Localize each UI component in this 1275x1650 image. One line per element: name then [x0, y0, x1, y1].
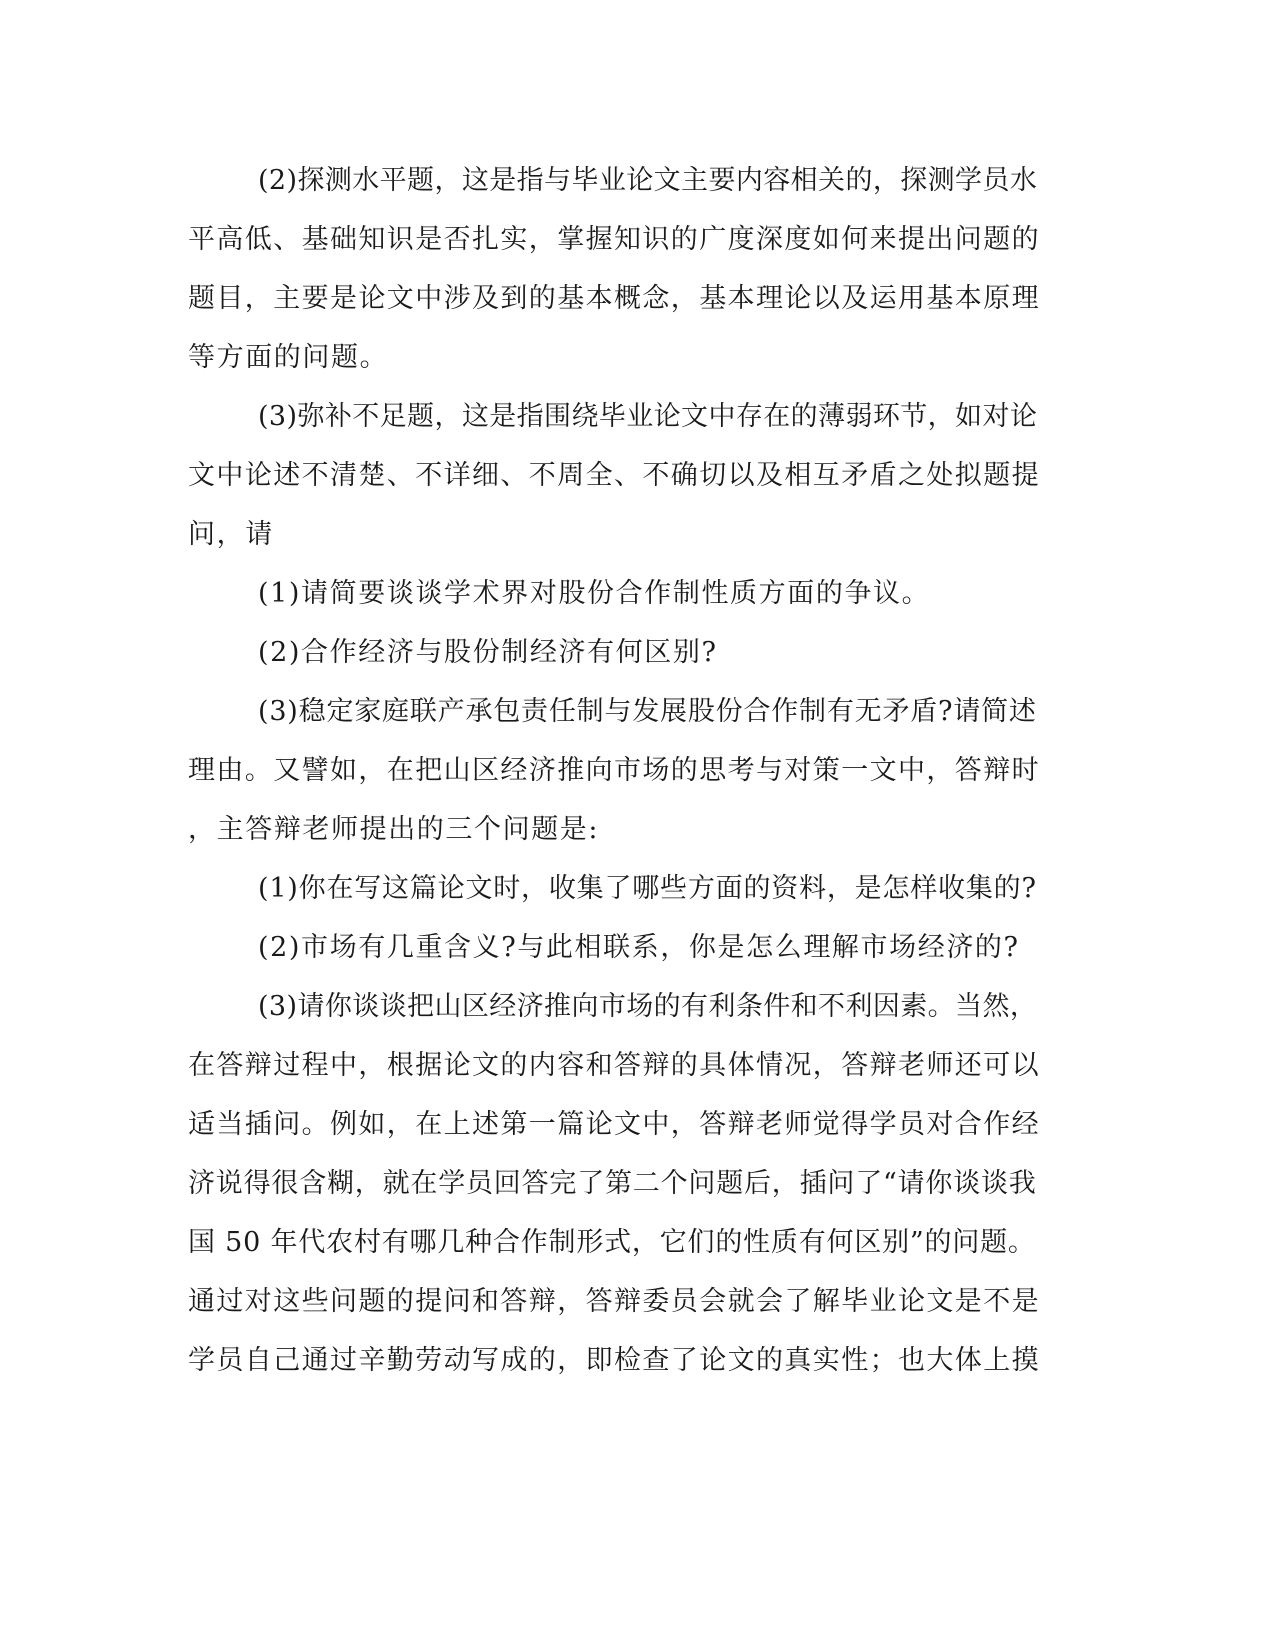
text-line-16: 在答辩过程中，根据论文的内容和答辩的具体情况，答辩老师还可以	[188, 1050, 1040, 1081]
text-line-4: 等方面的问题。	[188, 342, 389, 373]
text-line-9: (2)合作经济与股份制经济有何区别?	[258, 637, 718, 668]
text-line-10: (3)稳定家庭联产承包责任制与发展股份合作制有无矛盾?请简述	[258, 696, 1037, 727]
text-line-8: (1)请简要谈谈学术界对股份合作制性质方面的争议。	[258, 578, 931, 609]
text-line-15: (3)请你谈谈把山区经济推向市场的有利条件和不利因素。当然，	[258, 991, 1038, 1022]
text-line-19: 国 50 年代农村有哪几种合作制形式，它们的性质有何区别”的问题。	[188, 1227, 1036, 1258]
text-line-14: (2)市场有几重含义?与此相联系，你是怎么理解市场经济的?	[258, 932, 1020, 963]
text-line-1: (2)探测水平题，这是指与毕业论文主要内容相关的，探测学员水	[258, 165, 1038, 196]
text-line-13: (1)你在写这篇论文时，收集了哪些方面的资料，是怎样收集的?	[258, 873, 1037, 904]
text-line-20: 通过对这些问题的提问和答辩，答辩委员会就会了解毕业论文是不是	[188, 1286, 1040, 1317]
text-line-18: 济说得很含糊，就在学员回答完了第二个问题后，插问了“请你谈谈我	[188, 1168, 1037, 1199]
text-line-2: 平高低、基础知识是否扎实，掌握知识的广度深度如何来提出问题的	[188, 224, 1040, 255]
text-line-11: 理由。又譬如，在把山区经济推向市场的思考与对策一文中，答辩时	[188, 755, 1040, 786]
text-line-7: 问，请	[188, 519, 274, 550]
text-line-21: 学员自己通过辛勤劳动写成的，即检查了论文的真实性；也大体上摸	[188, 1345, 1040, 1376]
text-line-6: 文中论述不清楚、不详细、不周全、不确切以及相互矛盾之处拟题提	[188, 460, 1040, 491]
text-line-17: 适当插问。例如，在上述第一篇论文中，答辩老师觉得学员对合作经	[188, 1109, 1040, 1140]
text-line-12: ，主答辩老师提出的三个问题是:	[188, 814, 600, 845]
text-line-3: 题目，主要是论文中涉及到的基本概念，基本理论以及运用基本原理	[188, 283, 1040, 314]
text-line-5: (3)弥补不足题，这是指围绕毕业论文中存在的薄弱环节，如对论	[258, 401, 1038, 432]
